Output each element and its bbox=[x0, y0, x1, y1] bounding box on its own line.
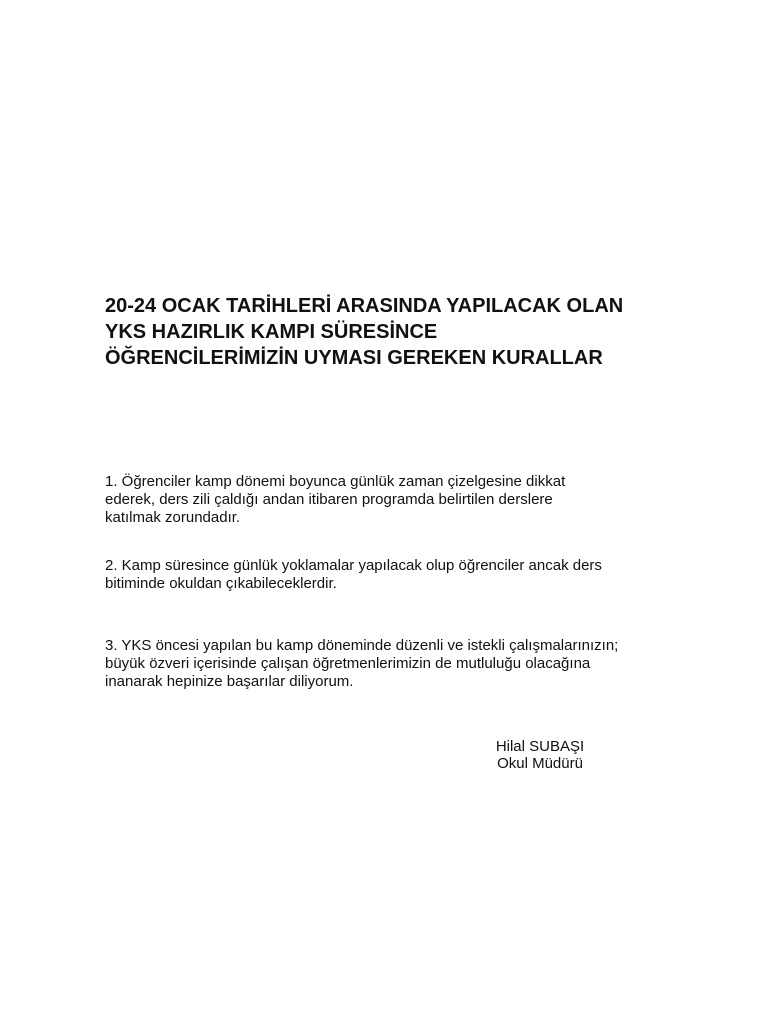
title-line: ÖĞRENCİLERİMİZİN UYMASI GEREKEN KURALLAR bbox=[105, 347, 603, 369]
title-line: YKS HAZIRLIK KAMPI SÜRESİNCE bbox=[105, 321, 438, 343]
paragraph-line: ederek, ders zili çaldığı andan itibaren programda belirtilen derslere bbox=[105, 491, 553, 508]
rule-2-paragraph bbox=[105, 557, 705, 593]
paragraph-line: bitiminde okuldan çıkabileceklerdir. bbox=[105, 575, 337, 592]
rule-3-paragraph bbox=[105, 637, 705, 691]
paragraph-line: katılmak zorundadır. bbox=[105, 509, 241, 526]
rule-1-paragraph bbox=[105, 473, 705, 527]
paragraph-line: 1. Öğrenciler kamp dönemi boyunca günlük zaman çizelgesine dikkat bbox=[105, 473, 566, 490]
paragraph-line: 2. Kamp süresince günlük yoklamalar yapılacak olup öğrenciler ancak ders bbox=[105, 557, 602, 574]
title-line: 20-24 OCAK TARİHLERİ ARASINDA YAPILACAK OLAN bbox=[105, 295, 624, 317]
signature-block bbox=[470, 738, 610, 772]
paragraph-line: 3. YKS öncesi yapılan bu kamp döneminde düzenli ve istekli çalışmalarınızın; bbox=[105, 637, 619, 654]
signatory-name: Hilal SUBAŞI bbox=[495, 738, 585, 755]
paragraph-line: büyük özveri içerisinde çalışan öğretmenlerimizin de mutluluğu olacağına bbox=[105, 655, 591, 672]
signatory-role: Okul Müdürü bbox=[497, 755, 583, 772]
document-title bbox=[105, 293, 705, 371]
paragraph-line: inanarak hepinize başarılar diliyorum. bbox=[105, 673, 354, 690]
